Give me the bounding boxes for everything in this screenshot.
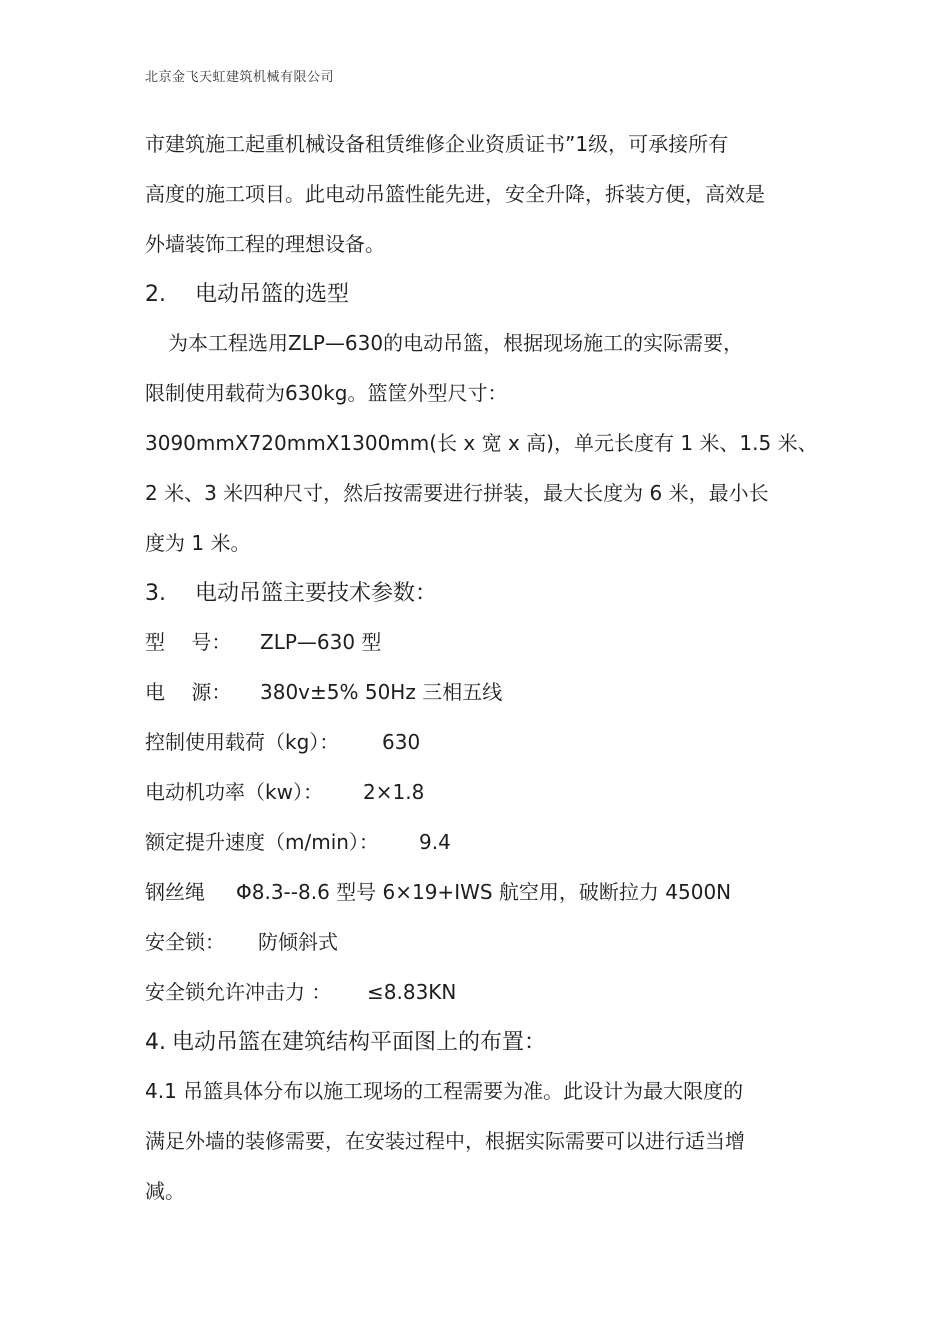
spec-rated-load bbox=[145, 726, 420, 755]
spec-lifting-speed bbox=[145, 826, 451, 855]
spec-motor-power-value: 2×1.8 bbox=[363, 780, 425, 804]
spec-lifting-speed-label: 额定提升速度（m/min）： bbox=[145, 830, 379, 854]
section-4-line-3: 减。 bbox=[145, 1179, 185, 1203]
spec-lock-impact-force bbox=[145, 976, 456, 1005]
section-2-heading bbox=[145, 277, 349, 308]
section-2-line-2: 限制使用载荷为630kg。篮筐外型尺寸： bbox=[145, 381, 508, 405]
intro-line-1: 市建筑施工起重机械设备租赁维修企业资质证书”1级，可承接所有 bbox=[145, 132, 729, 156]
section-3-title: 电动吊篮主要技术参数： bbox=[195, 581, 438, 606]
spec-wire-rope-label: 钢丝绳 bbox=[145, 880, 205, 904]
spec-safety-lock-value: 防倾斜式 bbox=[258, 930, 338, 954]
section-2-line-1: 为本工程选用ZLP—630的电动吊篮，根据现场施工的实际需要， bbox=[168, 331, 744, 355]
intro-line-3: 外墙装饰工程的理想设备。 bbox=[145, 232, 385, 256]
section-4-number: 4. bbox=[145, 1030, 166, 1055]
section-4-line-1: 4.1 吊篮具体分布以施工现场的工程需要为准。此设计为最大限度的 bbox=[145, 1079, 744, 1103]
spec-model bbox=[145, 626, 381, 655]
spec-lifting-speed-value: 9.4 bbox=[419, 830, 451, 854]
spec-rated-load-label: 控制使用载荷（kg）： bbox=[145, 730, 340, 754]
spec-model-label: 型 号： bbox=[145, 630, 232, 654]
section-2-line-4: 2 米、3 米四种尺寸，然后按需要进行拼装，最大长度为 6 米，最小长 bbox=[145, 481, 769, 505]
section-4-heading bbox=[145, 1025, 546, 1056]
spec-rated-load-value: 630 bbox=[382, 730, 421, 754]
spec-power-source bbox=[145, 676, 502, 705]
section-3-number: 3. bbox=[145, 581, 166, 606]
spec-wire-rope-value: Φ8.3--8.6 型号 6×19+IWS 航空用，破断拉力 4500N bbox=[236, 880, 732, 904]
section-4-title: 电动吊篮在建筑结构平面图上的布置： bbox=[172, 1030, 547, 1055]
spec-wire-rope bbox=[145, 876, 731, 905]
section-2-title: 电动吊篮的选型 bbox=[195, 282, 350, 307]
section-2-line-5: 度为 1 米。 bbox=[145, 531, 251, 555]
page-header-company: 北京金飞天虹建筑机械有限公司 bbox=[145, 70, 335, 85]
spec-power-source-label: 电 源： bbox=[145, 680, 232, 704]
spec-model-value: ZLP—630 型 bbox=[260, 630, 382, 654]
section-2-line-3: 3090mmX720mmX1300mm(长 x 宽 x 高)，单元长度有 1 米、1.5 米、 bbox=[145, 431, 818, 455]
spec-motor-power-label: 电动机功率（kw）： bbox=[145, 780, 323, 804]
spec-safety-lock bbox=[145, 926, 338, 955]
spec-safety-lock-label: 安全锁： bbox=[145, 930, 225, 954]
section-2-number: 2. bbox=[145, 282, 166, 307]
spec-lock-impact-force-label: 安全锁允许冲击力 ： bbox=[145, 980, 332, 1004]
intro-line-2: 高度的施工项目。此电动吊篮性能先进，安全升降，拆装方便，高效是 bbox=[145, 182, 765, 206]
section-4-line-2: 满足外墙的装修需要，在安装过程中，根据实际需要可以进行适当增 bbox=[145, 1129, 745, 1153]
spec-power-source-value: 380v±5% 50Hz 三相五线 bbox=[260, 680, 503, 704]
spec-lock-impact-force-value: ≤8.83KN bbox=[367, 980, 457, 1004]
spec-motor-power bbox=[145, 776, 424, 805]
section-3-heading bbox=[145, 576, 437, 607]
